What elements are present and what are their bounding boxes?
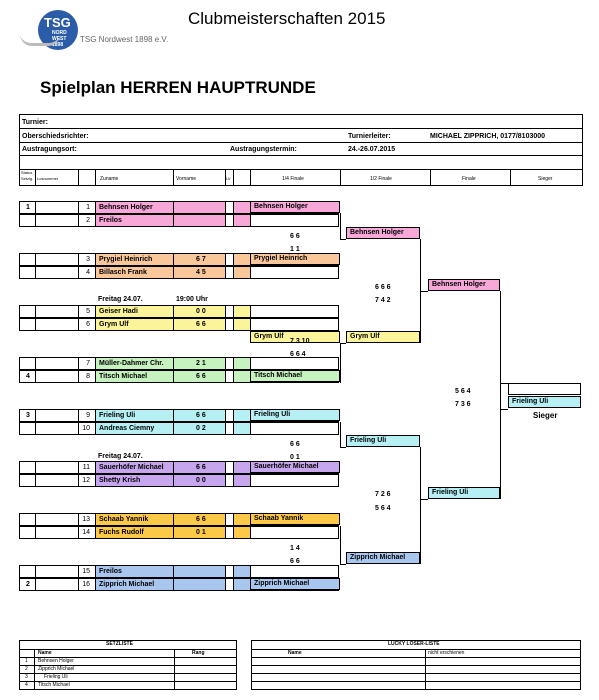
club-name: TSG Nordwest 1898 e.V.: [80, 35, 169, 44]
row-divider: [250, 319, 251, 330]
row-divider: [233, 579, 234, 590]
qf-winner-cell: Prygiel Heinrich: [250, 253, 340, 265]
player-number: 2: [86, 217, 90, 224]
player-number: 11: [82, 464, 90, 471]
row-divider: [250, 423, 251, 434]
row-divider: [233, 423, 234, 434]
player-number: 15: [82, 568, 90, 575]
row-divider: [250, 475, 251, 486]
row-divider: [173, 514, 174, 525]
qf-score-b: 1 1: [290, 246, 300, 253]
player-name: Prygiel Heinrich: [99, 256, 153, 263]
player-lv-fill: [234, 215, 250, 226]
row-divider: [173, 267, 174, 278]
row-divider: [35, 527, 36, 538]
qf-winner-cell: Titsch Michael: [250, 370, 340, 382]
player-score: 0 2: [196, 425, 206, 432]
turnier-label: Turnier:: [22, 119, 48, 126]
row-divider: [95, 579, 96, 590]
player-lv-fill: [234, 579, 250, 590]
row-divider: [35, 566, 36, 577]
player-number: 9: [86, 412, 90, 419]
row-divider: [173, 319, 174, 330]
setzliste-col-name: Name: [38, 650, 52, 656]
player-score: 2 1: [196, 360, 206, 367]
player-number: 8: [86, 373, 90, 380]
qf-score-b: 6 6: [290, 558, 300, 565]
row-divider: [225, 579, 226, 590]
row-divider: [233, 527, 234, 538]
row-divider: [173, 371, 174, 382]
row-divider: [35, 423, 36, 434]
qf-winner-cell: Schaab Yannik: [250, 513, 340, 525]
player-score: 6 6: [196, 516, 206, 523]
row-divider: [78, 462, 79, 473]
qf-winner-cell: Sauerhöfer Michael: [250, 461, 340, 473]
row-divider: [35, 410, 36, 421]
qf-winner-cell: Frieling Uli: [250, 409, 340, 421]
player-name: Müller-Dahmer Chr.: [99, 360, 164, 367]
row-divider: [173, 462, 174, 473]
player-name: Shetty Krish: [99, 477, 141, 484]
connector-final-h: [500, 383, 508, 384]
connector-final-h: [500, 409, 508, 410]
row-divider: [95, 215, 96, 226]
player-score: 6 6: [196, 412, 206, 419]
connector-final: [500, 291, 501, 499]
sf-cell: Frieling Uli: [346, 435, 420, 447]
sf-cell: Behnsen Holger: [346, 227, 420, 239]
row-divider: [95, 319, 96, 330]
qf-winner-cell: Grym Ulf: [250, 331, 340, 343]
qf-score-a: 6 6: [290, 441, 300, 448]
lucky-col-name: Name: [288, 650, 302, 656]
setzliste-table: [19, 640, 237, 690]
player-lv-fill: [234, 423, 250, 434]
row-divider: [233, 410, 234, 421]
row-divider: [225, 423, 226, 434]
connector-sf-h: [420, 291, 428, 292]
match3-date: Freitag 24.07.: [98, 296, 143, 303]
row-divider: [225, 358, 226, 369]
player-seed: 1: [26, 204, 30, 211]
player-name: Andreas Ciemny: [99, 425, 155, 432]
player-lv-fill: [234, 514, 250, 525]
row-divider: [225, 410, 226, 421]
row-divider: [225, 462, 226, 473]
row-divider: [95, 410, 96, 421]
player-score: 6 6: [196, 464, 206, 471]
row-divider: [78, 202, 79, 213]
row-divider: [250, 358, 251, 369]
row-divider: [35, 215, 36, 226]
row-divider: [95, 514, 96, 525]
player-score: 0 0: [196, 477, 206, 484]
player-lv-fill: [234, 319, 250, 330]
row-divider: [35, 462, 36, 473]
player-name: Zipprich Michael: [99, 581, 155, 588]
row-divider: [233, 358, 234, 369]
col-zuname: Zuname: [100, 176, 119, 182]
player-number: 7: [86, 360, 90, 367]
player-lv-fill: [234, 410, 250, 421]
row-divider: [225, 202, 226, 213]
oberschied-label: Oberschiedsrichter:: [22, 133, 89, 140]
player-lv-fill: [234, 527, 250, 538]
row-divider: [78, 215, 79, 226]
termin-value: 24.-26.07.2015: [348, 146, 396, 153]
connector-sf: [420, 447, 421, 564]
player-lv-fill: [234, 254, 250, 265]
player-name: Fuchs Rudolf: [99, 529, 144, 536]
player-number: 3: [86, 256, 90, 263]
setz-name: Frieling Uli: [44, 674, 68, 680]
player-row: [19, 565, 339, 578]
row-divider: [173, 306, 174, 317]
setz-no: 4: [25, 682, 28, 688]
connector-sf-h: [420, 499, 428, 500]
row-divider: [173, 215, 174, 226]
qf-score-a: 7 3 10: [290, 338, 310, 345]
setz-no: 2: [25, 666, 28, 672]
ort-label: Austragungsort:: [22, 146, 77, 153]
row-divider: [173, 527, 174, 538]
lucky-col-status: nicht erschienen: [428, 650, 465, 656]
player-number: 13: [82, 516, 90, 523]
player-number: 10: [82, 425, 90, 432]
row-divider: [250, 527, 251, 538]
row-divider: [78, 267, 79, 278]
setz-name: Behnsen Holger: [38, 658, 74, 664]
player-lv-fill: [234, 371, 250, 382]
row-divider: [233, 202, 234, 213]
final-cell: Behnsen Holger: [428, 279, 500, 291]
player-lv-fill: [234, 202, 250, 213]
row-divider: [78, 319, 79, 330]
player-row: [19, 422, 339, 435]
player-seed: 4: [26, 373, 30, 380]
row-divider: [250, 215, 251, 226]
row-divider: [250, 306, 251, 317]
logo-sub: NORD WEST 1898: [52, 30, 67, 48]
player-lv-fill: [234, 462, 250, 473]
row-divider: [173, 410, 174, 421]
row-divider: [95, 423, 96, 434]
row-divider: [250, 267, 251, 278]
row-divider: [95, 358, 96, 369]
setz-name: Zipprich Michael: [38, 666, 75, 672]
row-divider: [78, 423, 79, 434]
row-divider: [173, 475, 174, 486]
connector-qf: [340, 344, 341, 383]
row-divider: [35, 514, 36, 525]
sf-cell: Zipprich Michael: [346, 552, 420, 564]
row-divider: [225, 319, 226, 330]
row-divider: [35, 306, 36, 317]
connector-qf: [340, 213, 341, 240]
final-top-cell: [508, 383, 581, 395]
qf-score-a: 6 6: [290, 233, 300, 240]
player-number: 6: [86, 321, 90, 328]
row-divider: [95, 306, 96, 317]
row-divider: [78, 527, 79, 538]
player-score: 0 1: [196, 529, 206, 536]
row-divider: [95, 371, 96, 382]
row-divider: [225, 514, 226, 525]
connector-qf: [340, 422, 341, 448]
player-row: [19, 526, 339, 539]
match6-date: Freitag 24.07.: [98, 453, 143, 460]
player-score: 6 7: [196, 256, 206, 263]
player-seed: 2: [26, 581, 30, 588]
row-divider: [95, 254, 96, 265]
row-divider: [95, 462, 96, 473]
row-divider: [35, 358, 36, 369]
player-score: 6 6: [196, 373, 206, 380]
final-cell: Frieling Uli: [428, 487, 500, 499]
row-divider: [233, 371, 234, 382]
col-setzlg: Setzlg.: [21, 176, 34, 181]
row-divider: [78, 410, 79, 421]
col-vorname: Vorname: [176, 176, 197, 182]
qf-winner-cell: Behnsen Holger: [250, 201, 340, 213]
sf-score-b: 7 4 2: [375, 297, 391, 304]
col-r3: Finale: [462, 176, 476, 182]
row-divider: [35, 475, 36, 486]
final-score-a: 5 6 4: [455, 388, 471, 395]
row-divider: [173, 579, 174, 590]
player-name: Frieling Uli: [99, 412, 136, 419]
match3-time: 19:00 Uhr: [176, 296, 208, 303]
qf-score-b: 0 1: [290, 454, 300, 461]
sieger-label: Sieger: [533, 411, 558, 420]
row-divider: [233, 215, 234, 226]
sf-score-b: 5 6 4: [375, 505, 391, 512]
lucky-title: LUCKY LOSER-LISTE: [388, 641, 440, 647]
link-line: [340, 447, 346, 448]
row-divider: [78, 358, 79, 369]
row-divider: [225, 215, 226, 226]
col-r1: 1/4 Finale: [282, 176, 304, 182]
page-title: Clubmeisterschaften 2015: [188, 9, 386, 28]
row-divider: [225, 306, 226, 317]
final-score-b: 7 3 6: [455, 401, 471, 408]
qf-score-a: 1 4: [290, 545, 300, 552]
row-divider: [225, 371, 226, 382]
player-name: Grym Ulf: [99, 321, 129, 328]
sf-cell: Grym Ulf: [346, 331, 420, 343]
row-divider: [173, 202, 174, 213]
player-row: [19, 214, 339, 227]
row-divider: [233, 475, 234, 486]
setz-no: 1: [25, 658, 28, 664]
qf-score-b: 6 6 4: [290, 351, 306, 358]
row-divider: [95, 202, 96, 213]
row-divider: [173, 566, 174, 577]
row-divider: [233, 254, 234, 265]
player-score: 6 6: [196, 321, 206, 328]
row-divider: [95, 527, 96, 538]
player-number: 14: [82, 529, 90, 536]
row-divider: [95, 267, 96, 278]
row-divider: [95, 566, 96, 577]
player-number: 5: [86, 308, 90, 315]
player-name: Billasch Frank: [99, 269, 147, 276]
player-seed: 3: [26, 412, 30, 419]
lucky-loser-table: [251, 640, 581, 690]
player-lv-fill: [234, 566, 250, 577]
row-divider: [233, 319, 234, 330]
player-score: 4 5: [196, 269, 206, 276]
qf-winner-cell: Zipprich Michael: [250, 578, 340, 590]
termin-label: Austragungstermin:: [230, 146, 297, 153]
row-divider: [173, 423, 174, 434]
plan-title: Spielplan HERREN HAUPTRUNDE: [40, 78, 316, 97]
link-line: [340, 239, 346, 240]
row-divider: [78, 254, 79, 265]
row-divider: [233, 566, 234, 577]
row-divider: [225, 267, 226, 278]
row-divider: [78, 566, 79, 577]
connector-qf: [340, 526, 341, 565]
row-divider: [225, 566, 226, 577]
player-name: Freilos: [99, 217, 122, 224]
player-lv-fill: [234, 267, 250, 278]
player-score: 0 0: [196, 308, 206, 315]
player-row: [19, 318, 339, 331]
sf-score-a: 6 6 6: [375, 284, 391, 291]
row-divider: [225, 475, 226, 486]
row-divider: [35, 579, 36, 590]
row-divider: [35, 267, 36, 278]
setzliste-title: SETZLISTE: [106, 641, 133, 647]
player-name: Schaab Yannik: [99, 516, 149, 523]
player-name: Titsch Michael: [99, 373, 148, 380]
row-divider: [78, 579, 79, 590]
row-divider: [95, 475, 96, 486]
player-lv-fill: [234, 306, 250, 317]
row-divider: [233, 462, 234, 473]
row-divider: [225, 254, 226, 265]
setz-name: Titsch Michael: [38, 682, 70, 688]
link-line: [340, 564, 346, 565]
player-number: 16: [82, 581, 90, 588]
player-row: [19, 305, 339, 318]
row-divider: [35, 371, 36, 382]
winner-cell: Frieling Uli: [508, 396, 581, 408]
player-number: 12: [82, 477, 90, 484]
col-status: Status: [21, 170, 33, 175]
setzliste-col-rang: Rang: [192, 650, 205, 656]
player-row: [19, 474, 339, 487]
row-divider: [233, 267, 234, 278]
row-divider: [78, 475, 79, 486]
row-divider: [173, 358, 174, 369]
row-divider: [35, 202, 36, 213]
row-divider: [233, 514, 234, 525]
link-line: [340, 343, 346, 344]
col-lv: LV: [226, 176, 231, 181]
turnierleiter-value: MICHAEL ZIPPRICH, 0177/8103000: [430, 133, 546, 140]
player-lv-fill: [234, 358, 250, 369]
row-divider: [78, 371, 79, 382]
col-losnummer: Losnummer: [37, 176, 59, 181]
row-divider: [250, 566, 251, 577]
player-number: 4: [86, 269, 90, 276]
row-divider: [35, 319, 36, 330]
player-name: Sauerhöfer Michael: [99, 464, 164, 471]
row-divider: [173, 254, 174, 265]
sf-score-a: 7 2 6: [375, 491, 391, 498]
player-number: 1: [86, 204, 90, 211]
row-divider: [35, 254, 36, 265]
player-row: [19, 357, 339, 370]
player-name: Behnsen Holger: [99, 204, 153, 211]
player-name: Freilos: [99, 568, 122, 575]
row-divider: [233, 306, 234, 317]
player-name: Geiser Hadi: [99, 308, 138, 315]
player-row: [19, 266, 339, 279]
setz-no: 3: [25, 674, 28, 680]
col-r2: 1/2 Finale: [370, 176, 392, 182]
turnierleiter-label: Turnierleiter:: [348, 133, 391, 140]
row-divider: [78, 514, 79, 525]
row-divider: [78, 306, 79, 317]
row-divider: [225, 527, 226, 538]
player-lv-fill: [234, 475, 250, 486]
col-r4: Sieger: [538, 176, 553, 182]
logo-text: TSG: [44, 15, 71, 30]
